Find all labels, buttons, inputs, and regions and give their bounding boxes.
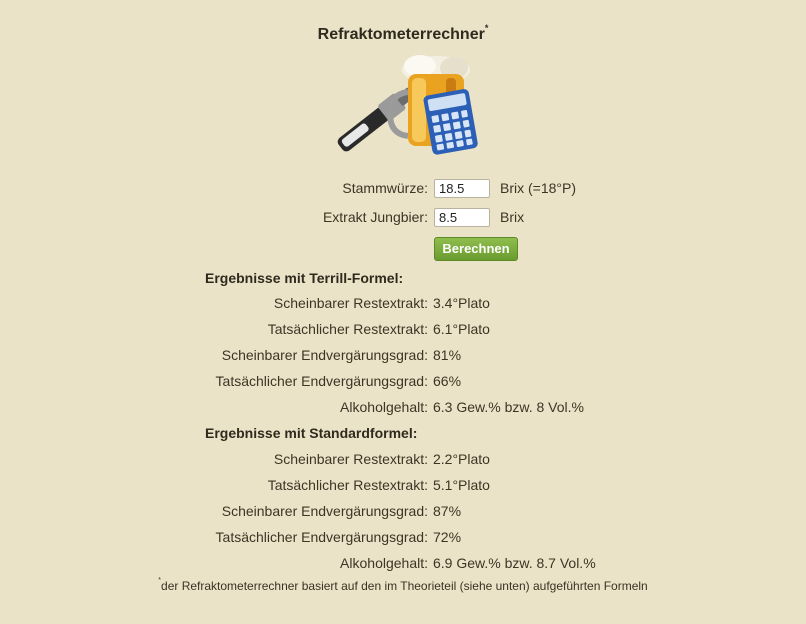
extrakt-input[interactable] xyxy=(434,208,490,227)
stammwuerze-input[interactable] xyxy=(434,179,490,198)
result-label: Scheinbarer Endvergärungsgrad: xyxy=(221,347,428,363)
footnote xyxy=(0,579,806,593)
terrill-heading: Ergebnisse mit Terrill-Formel: xyxy=(205,270,404,286)
page-title xyxy=(0,23,806,44)
result-value: 3.4°Plato xyxy=(433,295,490,311)
result-value: 6.1°Plato xyxy=(433,321,490,337)
title-footnote-marker: * xyxy=(484,23,489,33)
extrakt-label: Extrakt Jungbier: xyxy=(322,209,428,225)
footnote-marker: * xyxy=(158,577,162,584)
result-value: 81% xyxy=(433,347,462,363)
result-label: Alkoholgehalt: xyxy=(340,399,428,415)
result-label: Tatsächlicher Restextrakt: xyxy=(267,321,428,337)
result-label: Alkoholgehalt: xyxy=(340,555,428,571)
result-label: Tatsächlicher Restextrakt: xyxy=(267,477,428,493)
extrakt-unit: Brix xyxy=(500,209,525,225)
result-label: Scheinbarer Restextrakt: xyxy=(273,295,428,311)
result-value: 87% xyxy=(433,503,462,519)
stammwuerze-label: Stammwürze: xyxy=(342,180,428,196)
standard-heading: Ergebnisse mit Standardformel: xyxy=(205,425,418,441)
footnote-text: der Refraktometerrechner basiert auf den im Theorieteil (siehe unten) aufgeführten Formeln xyxy=(161,579,648,593)
result-value: 2.2°Plato xyxy=(433,451,490,467)
result-value: 5.1°Plato xyxy=(433,477,490,493)
berechnen-button[interactable]: Berechnen xyxy=(434,237,518,261)
refractometer-beer-calculator-icon xyxy=(328,52,478,158)
result-label: Scheinbarer Endvergärungsgrad: xyxy=(221,503,428,519)
result-value: 6.3 Gew.% bzw. 8 Vol.% xyxy=(433,399,584,415)
result-label: Tatsächlicher Endvergärungsgrad: xyxy=(215,373,428,389)
result-value: 6.9 Gew.% bzw. 8.7 Vol.% xyxy=(433,555,596,571)
extrakt-row xyxy=(0,208,806,228)
result-value: 72% xyxy=(433,529,462,545)
stammwuerze-unit: Brix (=18°P) xyxy=(500,180,577,196)
result-label: Tatsächlicher Endvergärungsgrad: xyxy=(215,529,428,545)
result-value: 66% xyxy=(433,373,462,389)
stammwuerze-row xyxy=(0,179,806,199)
page-title-text: Refraktometerrechner xyxy=(317,26,485,43)
result-label: Scheinbarer Restextrakt: xyxy=(273,451,428,467)
